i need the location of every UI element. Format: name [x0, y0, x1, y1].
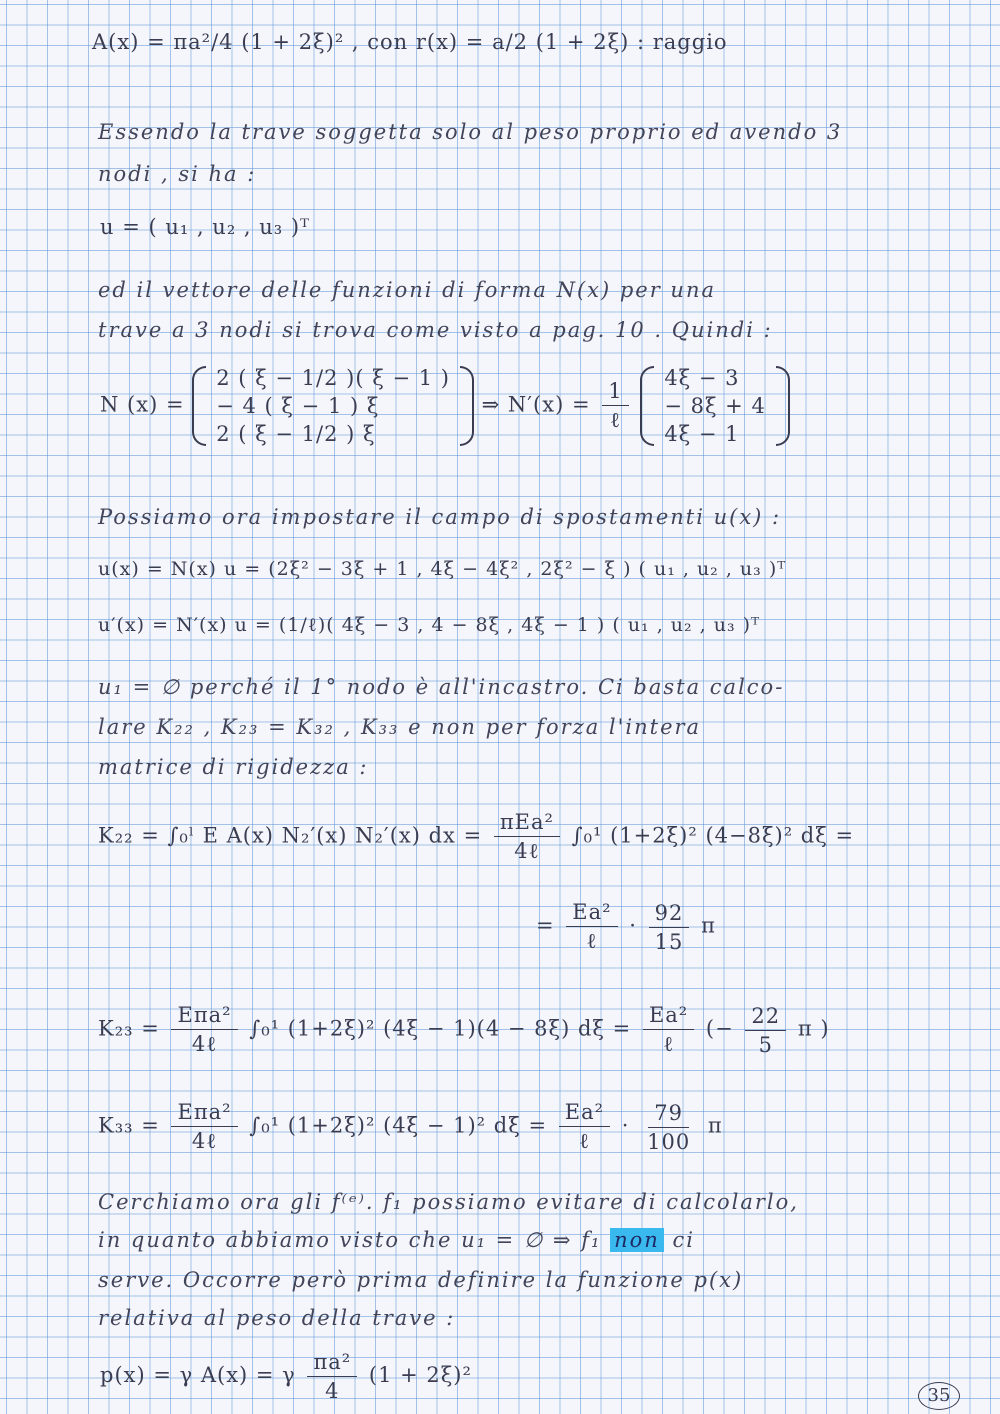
- fraction-denominator: 15: [654, 929, 684, 954]
- dot-sign: ·: [621, 1113, 630, 1138]
- fraction-numerator: 1: [602, 379, 628, 406]
- fraction-denominator: 4ℓ: [514, 839, 540, 863]
- paragraph-boundary-line3: matrice di rigidezza :: [98, 755, 369, 779]
- fraction-denominator: ℓ: [586, 929, 598, 953]
- N-row: − 4 ( ξ − 1 ) ξ: [216, 394, 380, 418]
- page-number: 35: [918, 1382, 960, 1410]
- load-line2-start: in quanto abbiamo visto che u₁ = ∅ ⇒ f₁: [98, 1228, 611, 1252]
- k22-integral: ∫₀¹ (1+2ξ)² (4−8ξ)² dξ =: [571, 823, 855, 848]
- load-line2-end: ci: [663, 1228, 695, 1252]
- fraction-denominator: ℓ: [609, 408, 621, 432]
- paragraph-load-line4: relativa al peso della trave :: [98, 1306, 456, 1330]
- equals-sign: =: [536, 913, 555, 938]
- pi-symbol: π: [701, 913, 716, 938]
- fraction-denominator: 4ℓ: [191, 1032, 218, 1056]
- k22-result-factor2: [649, 901, 690, 954]
- paragraph-shape-functions-line1: ed il vettore delle funzioni di forma N(x) per una: [98, 278, 717, 302]
- displacement-derivative-equation: u′(x) = N′(x) u = (1/ℓ)( 4ξ − 3 , 4 − 8ξ , 4ξ − 1 ) ( u₁ , u₂ , u₃ )ᵀ: [98, 614, 761, 636]
- fraction-numerator: πEa²: [494, 810, 560, 837]
- displacement-field-equation: u(x) = N(x) u = (2ξ² − 3ξ + 1 , 4ξ − 4ξ² , 2ξ² − ξ ) ( u₁ , u₂ , u₃ )ᵀ: [98, 558, 787, 580]
- px-factor: (1 + 2ξ)²: [368, 1363, 472, 1387]
- k23-result-factor2: [745, 1004, 786, 1057]
- N-label: N (x) =: [100, 392, 185, 417]
- Nprime-fraction: [602, 379, 628, 433]
- px-coefficient: [307, 1350, 357, 1403]
- Nprime-row: 4ξ − 3: [664, 366, 740, 390]
- close-paren: ): [820, 1016, 830, 1041]
- k23-coefficient: [171, 1003, 237, 1057]
- fraction-denominator: 4ℓ: [191, 1129, 218, 1153]
- fraction-denominator: ℓ: [663, 1032, 675, 1056]
- k22-equation: [98, 810, 854, 864]
- paragraph-boundary-line2: lare K₂₂ , K₂₃ = K₃₂ , K₃₃ e non per forza l'intera: [98, 715, 702, 739]
- shape-functions-equation: [100, 366, 790, 446]
- N-row: 2 ( ξ − 1/2 )( ξ − 1 ): [216, 366, 450, 390]
- k22-definition: K₂₂ = ∫₀ˡ E A(x) N₂′(x) N₂′(x) dx =: [98, 823, 483, 848]
- paragraph-boundary-line1: u₁ = ∅ perché il 1° nodo è all'incastro. Ci basta calco-: [98, 675, 785, 699]
- Nprime-row: − 8ξ + 4: [664, 394, 766, 418]
- fraction-numerator: Ea²: [643, 1003, 694, 1030]
- highlighted-word: non: [610, 1228, 664, 1252]
- px-definition: p(x) = γ A(x) = γ: [100, 1363, 296, 1387]
- dot-sign: ·: [629, 913, 637, 938]
- left-paren: [192, 366, 206, 446]
- N-row: 2 ( ξ − 1/2 ) ξ: [216, 422, 376, 446]
- fraction-denominator: 100: [647, 1129, 691, 1154]
- k33-equation: [98, 1100, 723, 1154]
- open-paren-minus: (−: [705, 1016, 734, 1041]
- k22-coefficient: [494, 810, 560, 864]
- fraction-numerator: 92: [649, 901, 690, 928]
- paragraph-shape-functions-line2: trave a 3 nodi si trova come visto a pag. 10 . Quindi :: [98, 318, 773, 342]
- displacement-vector: u = ( u₁ , u₂ , u₃ )ᵀ: [100, 215, 310, 239]
- fraction-numerator: πa²: [307, 1350, 357, 1377]
- fraction-numerator: Eπa²: [171, 1003, 237, 1030]
- k33-result-factor2: [641, 1101, 696, 1154]
- k23-label: K₂₃ =: [98, 1016, 160, 1041]
- fraction-numerator: Ea²: [559, 1100, 610, 1127]
- pi-symbol: π: [797, 1016, 813, 1041]
- k33-integral: ∫₀¹ (1+2ξ)² (4ξ − 1)² dξ =: [249, 1113, 548, 1138]
- paragraph-load-line1: Cerchiamo ora gli f⁽ᵉ⁾. f₁ possiamo evitare di calcolarlo,: [98, 1190, 799, 1214]
- weight-load-equation: [100, 1350, 472, 1403]
- fraction-denominator: ℓ: [578, 1129, 590, 1153]
- paragraph-intro-line2: nodi , si ha :: [98, 162, 257, 186]
- Nprime-row: 4ξ − 1: [664, 422, 740, 446]
- Nprime-label: ⇒ N′(x) =: [481, 392, 591, 417]
- k33-result-factor1: [559, 1100, 610, 1154]
- fraction-numerator: Ea²: [566, 900, 617, 927]
- paragraph-load-line3: serve. Occorre però prima definire la funzione p(x): [98, 1268, 744, 1292]
- k22-result-factor1: [566, 900, 617, 954]
- fraction-denominator: 5: [758, 1032, 773, 1057]
- k33-label: K₃₃ =: [98, 1113, 160, 1138]
- pi-symbol: π: [707, 1113, 723, 1138]
- paragraph-intro-line1: Essendo la trave soggetta solo al peso proprio ed avendo 3: [98, 120, 843, 144]
- right-paren: [776, 366, 790, 446]
- k33-coefficient: [171, 1100, 237, 1154]
- Nprime-matrix: [640, 366, 790, 446]
- fraction-numerator: 79: [648, 1101, 689, 1128]
- area-and-radius-definition: A(x) = πa²/4 (1 + 2ξ)² , con r(x) = a/2 (1 + 2ξ) : raggio: [92, 30, 728, 54]
- paragraph-load-line2: [98, 1228, 695, 1252]
- N-matrix: [192, 366, 474, 446]
- k23-result-factor1: [643, 1003, 694, 1057]
- k22-result: [536, 900, 716, 954]
- fraction-numerator: 22: [745, 1004, 786, 1031]
- right-paren: [460, 366, 474, 446]
- fraction-numerator: Eπa²: [171, 1100, 237, 1127]
- fraction-denominator: 4: [325, 1379, 340, 1403]
- paragraph-displacement-field: Possiamo ora impostare il campo di spostamenti u(x) :: [98, 505, 782, 529]
- k23-equation: [98, 1003, 830, 1057]
- left-paren: [640, 366, 654, 446]
- k23-integral: ∫₀¹ (1+2ξ)² (4ξ − 1)(4 − 8ξ) dξ =: [249, 1016, 632, 1041]
